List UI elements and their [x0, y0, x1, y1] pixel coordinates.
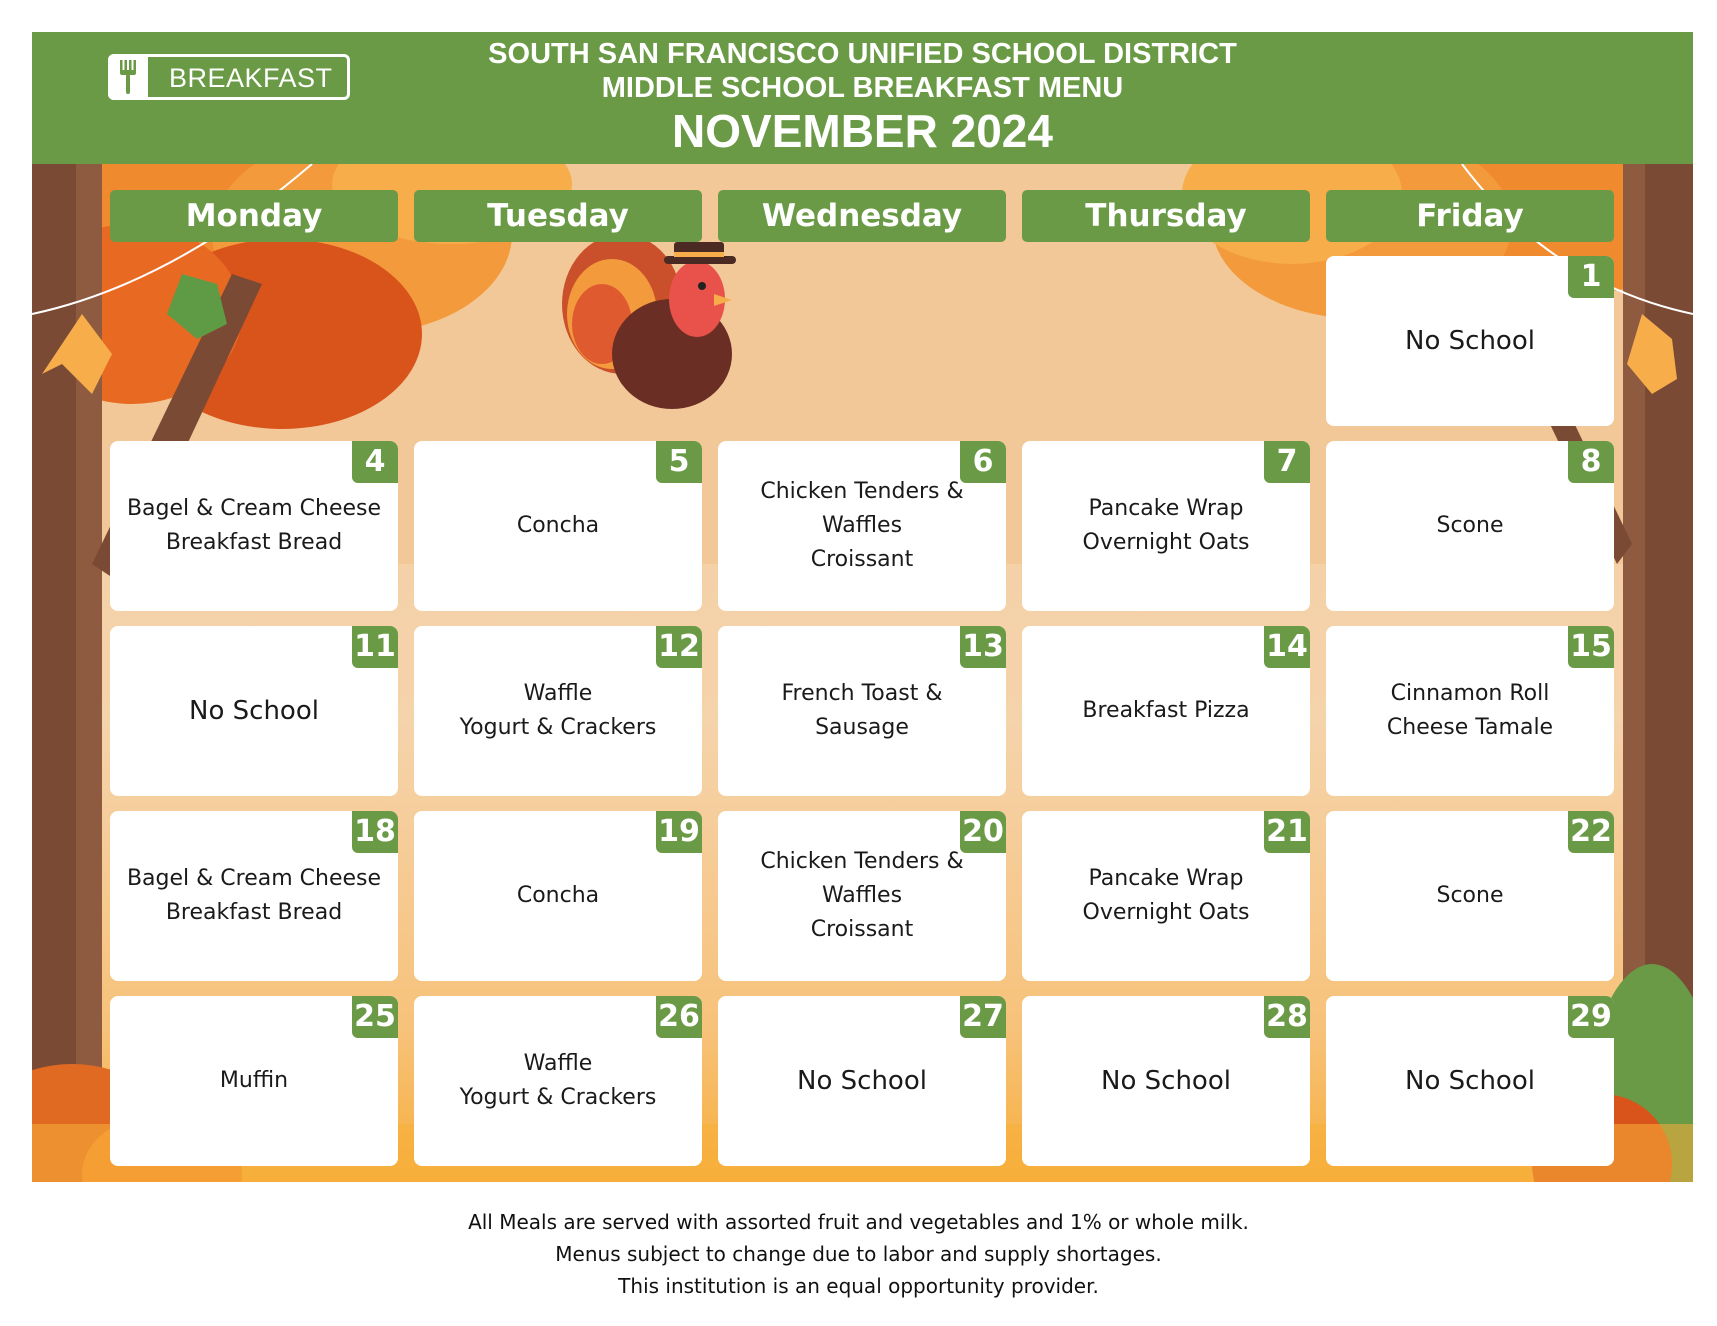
day-cell-4	[110, 441, 398, 611]
menu-items	[1326, 879, 1614, 913]
menu-items	[1022, 862, 1310, 930]
menu-items	[1326, 1064, 1614, 1098]
menu-items	[1022, 492, 1310, 560]
day-cell-12	[414, 626, 702, 796]
day-header-tuesday: Tuesday	[414, 190, 702, 242]
day-number: 4	[352, 441, 398, 483]
day-header-monday: Monday	[110, 190, 398, 242]
day-cell-19	[414, 811, 702, 981]
day-cell-11	[110, 626, 398, 796]
day-cell-28	[1022, 996, 1310, 1166]
menu-item-line: Overnight Oats	[1082, 530, 1250, 555]
month-title: NOVEMBER 2024	[672, 105, 1053, 157]
menu-items	[1326, 509, 1614, 543]
menu-item-line: Breakfast Bread	[165, 530, 343, 555]
day-cell-5	[414, 441, 702, 611]
day-number: 18	[352, 811, 398, 853]
day-number: 6	[960, 441, 1006, 483]
menu-items	[414, 509, 702, 543]
day-number: 8	[1568, 441, 1614, 483]
logo-label: BREAKFAST	[169, 63, 333, 93]
menu-item-line: Bagel & Cream Cheese	[126, 496, 382, 521]
menu-items	[414, 677, 702, 745]
menu-item-line: Scone	[1436, 883, 1504, 908]
footer-line: All Meals are served with assorted fruit and vegetables and 1% or whole milk.	[468, 1210, 1249, 1234]
menu-item-line: Breakfast Bread	[165, 900, 343, 925]
menu-items	[1022, 1064, 1310, 1098]
day-header-wednesday: Wednesday	[718, 190, 1006, 242]
menu-item-line: Yogurt & Crackers	[459, 715, 657, 740]
menu-items	[110, 694, 398, 728]
menu-item-line: Bagel & Cream Cheese	[126, 866, 382, 891]
day-number: 21	[1264, 811, 1310, 853]
footer-line: Menus subject to change due to labor and supply shortages.	[555, 1242, 1162, 1266]
menu-item-line: Breakfast Pizza	[1082, 698, 1250, 723]
day-cell-27	[718, 996, 1006, 1166]
menu-item-line: No School	[1101, 1066, 1231, 1096]
menu-item-line: Sausage	[815, 715, 909, 740]
day-number: 7	[1264, 441, 1310, 483]
menu-items	[414, 1047, 702, 1115]
menu-title: MIDDLE SCHOOL BREAKFAST MENU	[601, 72, 1124, 104]
menu-items	[718, 475, 1006, 577]
day-number: 14	[1264, 626, 1310, 668]
day-number: 1	[1568, 256, 1614, 298]
day-cell-29	[1326, 996, 1614, 1166]
menu-item-line: Muffin	[219, 1068, 289, 1093]
header-banner	[32, 32, 1693, 164]
day-number: 27	[960, 996, 1006, 1038]
menu-item-line: Concha	[516, 513, 600, 538]
day-header-friday: Friday	[1326, 190, 1614, 242]
menu-items	[718, 677, 1006, 745]
day-cell-21	[1022, 811, 1310, 981]
day-cell-25	[110, 996, 398, 1166]
menu-item-line: Pancake Wrap	[1088, 866, 1244, 891]
menu-items	[1326, 324, 1614, 358]
menu-item-line: Cheese Tamale	[1386, 715, 1554, 740]
day-number: 5	[656, 441, 702, 483]
menu-item-line: French Toast &	[781, 681, 943, 706]
menu-item-line: No School	[1405, 326, 1535, 356]
day-number: 15	[1568, 626, 1614, 668]
menu-items	[110, 492, 398, 560]
menu-items	[718, 845, 1006, 947]
day-number: 25	[352, 996, 398, 1038]
day-cell-7	[1022, 441, 1310, 611]
menu-item-line: Chicken Tenders & Waffles	[760, 479, 964, 538]
day-number: 11	[352, 626, 398, 668]
menu-item-line: Yogurt & Crackers	[459, 1085, 657, 1110]
menu-items	[1022, 694, 1310, 728]
day-number: 19	[656, 811, 702, 853]
menu-items	[1326, 677, 1614, 745]
day-cell-8	[1326, 441, 1614, 611]
day-cell-1	[1326, 256, 1614, 426]
day-cell-15	[1326, 626, 1614, 796]
menu-item-line: No School	[189, 696, 319, 726]
day-number: 28	[1264, 996, 1310, 1038]
day-cell-6	[718, 441, 1006, 611]
menu-item-line: Scone	[1436, 513, 1504, 538]
day-header-thursday: Thursday	[1022, 190, 1310, 242]
day-number: 29	[1568, 996, 1614, 1038]
day-cell-14	[1022, 626, 1310, 796]
footer-line: This institution is an equal opportunity provider.	[618, 1274, 1099, 1298]
menu-item-line: Cinnamon Roll	[1390, 681, 1550, 706]
menu-item-line: Waffle	[523, 681, 593, 706]
day-cell-26	[414, 996, 702, 1166]
day-number: 13	[960, 626, 1006, 668]
menu-item-line: Pancake Wrap	[1088, 496, 1244, 521]
menu-item-line: Croissant	[810, 917, 914, 942]
menu-item-line: No School	[1405, 1066, 1535, 1096]
menu-item-line: Overnight Oats	[1082, 900, 1250, 925]
menu-items	[110, 862, 398, 930]
menu-item-line: Concha	[516, 883, 600, 908]
day-number: 26	[656, 996, 702, 1038]
menu-item-line: Waffle	[523, 1051, 593, 1076]
day-number: 22	[1568, 811, 1614, 853]
menu-items	[414, 879, 702, 913]
menu-item-line: Chicken Tenders & Waffles	[760, 849, 964, 908]
day-cell-13	[718, 626, 1006, 796]
day-cell-22	[1326, 811, 1614, 981]
menu-item-line: No School	[797, 1066, 927, 1096]
day-cell-20	[718, 811, 1006, 981]
day-cell-18	[110, 811, 398, 981]
day-number: 12	[656, 626, 702, 668]
day-number: 20	[960, 811, 1006, 853]
menu-item-line: Croissant	[810, 547, 914, 572]
menu-items	[110, 1064, 398, 1098]
menu-items	[718, 1064, 1006, 1098]
district-title: SOUTH SAN FRANCISCO UNIFIED SCHOOL DISTRICT	[488, 38, 1237, 70]
